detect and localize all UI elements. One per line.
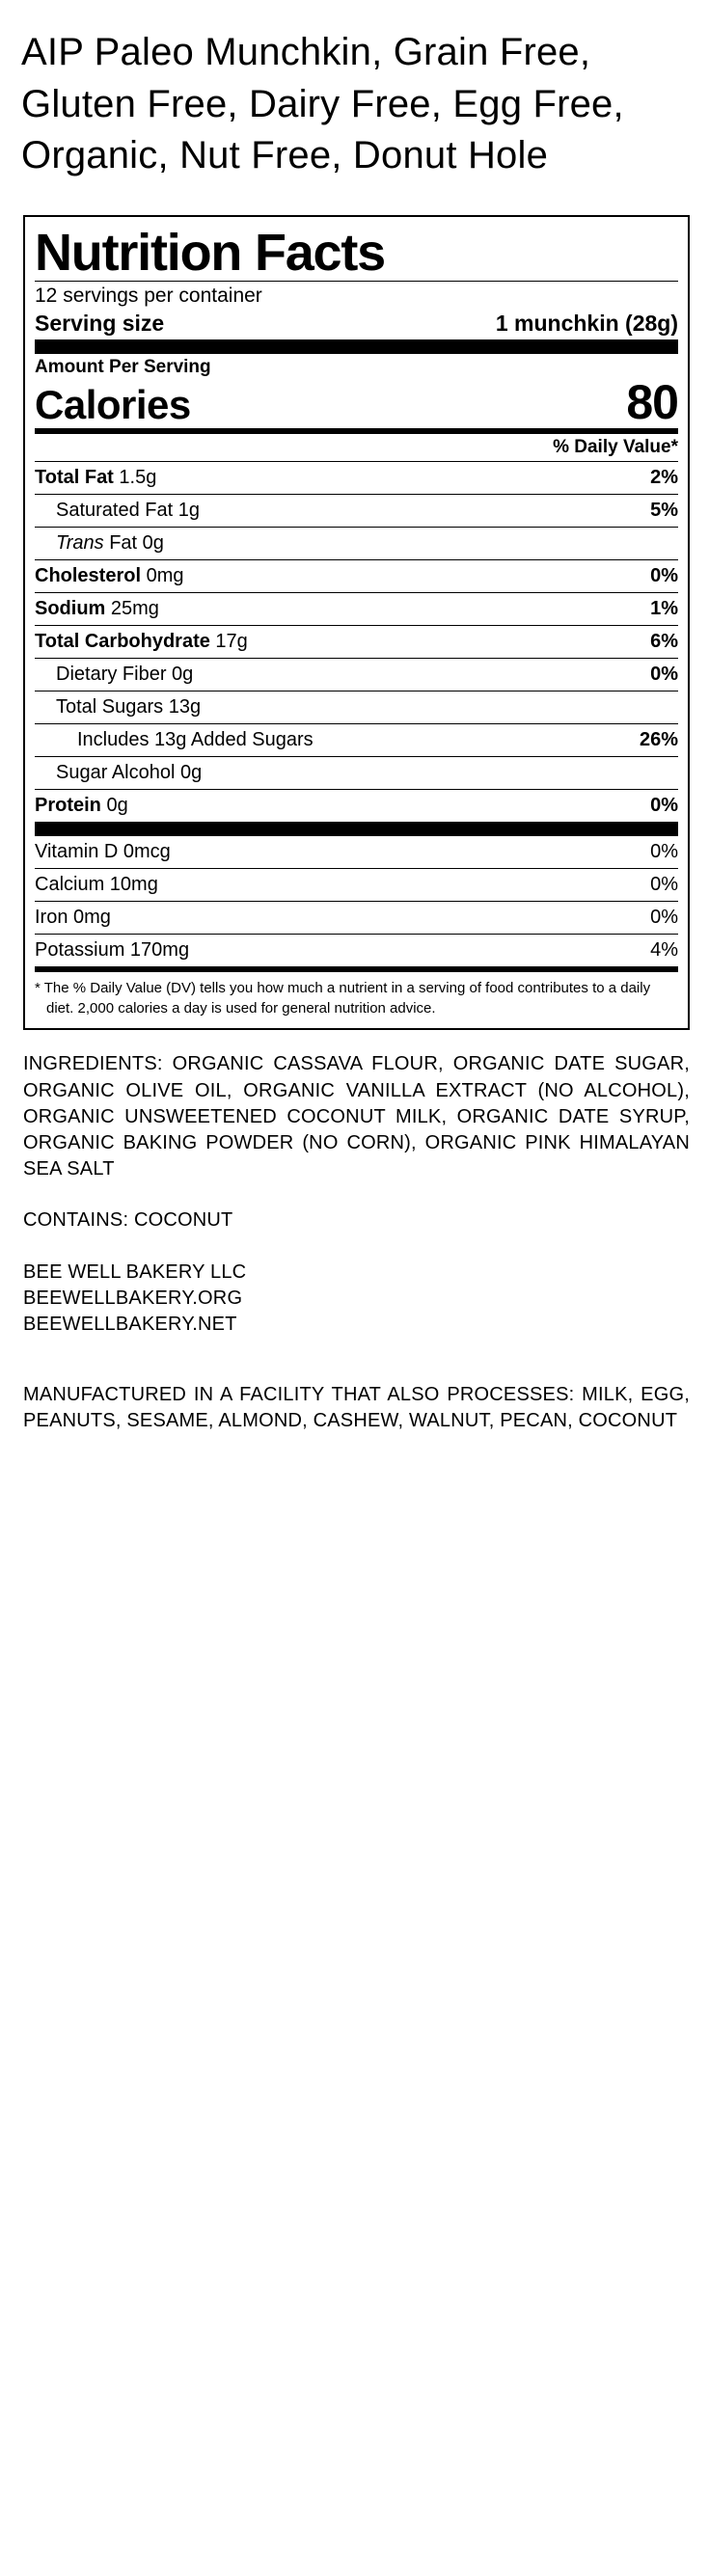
calories-row bbox=[35, 374, 678, 429]
page-title: AIP Paleo Munchkin, Grain Free, Gluten Free, Dairy Free, Egg Free, Organic, Nut Free, Donut Hole bbox=[21, 31, 624, 177]
nutrient-daily-value: 0% bbox=[650, 564, 678, 586]
vitamin-name: Calcium 10mg bbox=[35, 873, 158, 895]
vitamin-row bbox=[35, 836, 678, 868]
facility-allergen-statement: MANUFACTURED IN A FACILITY THAT ALSO PROCESSES: MILK, EGG, PEANUTS, SESAME, ALMOND, CASHEW, WALNUT, PECAN, COCONUT bbox=[23, 1384, 690, 1432]
calories-value: 80 bbox=[626, 374, 678, 429]
nutrient-daily-value: 0% bbox=[650, 794, 678, 816]
vitamin-row bbox=[35, 869, 678, 901]
nutrient-row bbox=[35, 528, 678, 559]
nutrient-row bbox=[35, 757, 678, 789]
footnote-text: * The % Daily Value (DV) tells you how much a nutrient in a serving of food contributes to a daily diet. 2,000 calories a day is used for general nutrition advice. bbox=[35, 979, 651, 1017]
vitamin-daily-value: 0% bbox=[650, 873, 678, 895]
ingredients-text: INGREDIENTS: ORGANIC CASSAVA FLOUR, ORGANIC DATE SUGAR, ORGANIC OLIVE OIL, ORGANIC VANILLA EXTRACT (NO ALCOHOL), ORGANIC UNSWEETENED COCONUT MILK, ORGANIC DATE SYRUP, ORGANIC BAKING POWDER (NO CORN), ORGANIC PINK HIMALAYAN SEA SALT bbox=[23, 1053, 690, 1180]
nutrient-row bbox=[35, 659, 678, 691]
nutrient-daily-value: 2% bbox=[650, 466, 678, 488]
nutrient-name: Dietary Fiber 0g bbox=[56, 663, 194, 685]
nutrient-name: Includes 13g Added Sugars bbox=[77, 728, 314, 750]
nutrient-name: Total Fat 1.5g bbox=[35, 466, 157, 488]
contains-text: CONTAINS: COCONUT bbox=[23, 1209, 233, 1232]
nutrient-daily-value: 1% bbox=[650, 597, 678, 619]
divider-thick-2 bbox=[35, 822, 678, 836]
nutrition-facts-panel bbox=[23, 215, 690, 1031]
vitamin-row bbox=[35, 902, 678, 934]
nutrient-name: Sodium 25mg bbox=[35, 597, 159, 619]
vitamin-name: Vitamin D 0mcg bbox=[35, 840, 171, 862]
nutrient-row bbox=[35, 495, 678, 527]
divider-thick-1 bbox=[35, 339, 678, 354]
nutrient-row bbox=[35, 560, 678, 592]
vitamin-name: Iron 0mg bbox=[35, 906, 111, 928]
vitamin-daily-value: 0% bbox=[650, 840, 678, 862]
company-info bbox=[23, 1260, 690, 1339]
nutrient-daily-value: 26% bbox=[639, 728, 678, 750]
nutrient-name: Total Sugars 13g bbox=[56, 695, 202, 718]
nutrient-daily-value: 5% bbox=[650, 499, 678, 521]
nutrient-row bbox=[35, 462, 678, 494]
nutrient-name: Trans Fat 0g bbox=[56, 531, 164, 554]
nutrient-row bbox=[35, 691, 678, 723]
nutrient-row bbox=[35, 593, 678, 625]
nutrient-name: Total Carbohydrate 17g bbox=[35, 630, 248, 652]
vitamin-daily-value: 4% bbox=[650, 938, 678, 961]
nutrient-name: Cholesterol 0mg bbox=[35, 564, 184, 586]
nutrient-name: Saturated Fat 1g bbox=[56, 499, 200, 521]
daily-value-footnote bbox=[35, 972, 678, 1021]
calories-label: Calories bbox=[35, 381, 191, 427]
nutrient-row bbox=[35, 626, 678, 658]
nutrient-daily-value: 0% bbox=[650, 663, 678, 685]
nutrient-name: Sugar Alcohol 0g bbox=[56, 761, 203, 783]
nutrient-row bbox=[35, 724, 678, 756]
serving-size-label: Serving size bbox=[35, 310, 165, 336]
nutrient-row bbox=[35, 790, 678, 822]
company-website-net: BEEWELLBAKERY.NET bbox=[23, 1313, 237, 1335]
nutrient-daily-value: 6% bbox=[650, 630, 678, 652]
nutrition-facts-heading: Nutrition Facts bbox=[35, 223, 386, 282]
company-website-org: BEEWELLBAKERY.ORG bbox=[23, 1287, 243, 1309]
amount-per-serving-label: Amount Per Serving bbox=[35, 356, 211, 377]
serving-size-value: 1 munchkin (28g) bbox=[495, 310, 678, 336]
vitamin-daily-value: 0% bbox=[650, 906, 678, 928]
vitamin-rows bbox=[35, 836, 678, 966]
company-name: BEE WELL BAKERY LLC bbox=[23, 1261, 247, 1283]
vitamin-name: Potassium 170mg bbox=[35, 938, 190, 961]
daily-value-header: % Daily Value* bbox=[553, 436, 678, 457]
servings-per-container: 12 servings per container bbox=[35, 284, 262, 307]
nutrient-rows bbox=[35, 462, 678, 822]
serving-size-row bbox=[35, 310, 678, 339]
nutrient-name: Protein 0g bbox=[35, 794, 128, 816]
vitamin-row bbox=[35, 935, 678, 966]
